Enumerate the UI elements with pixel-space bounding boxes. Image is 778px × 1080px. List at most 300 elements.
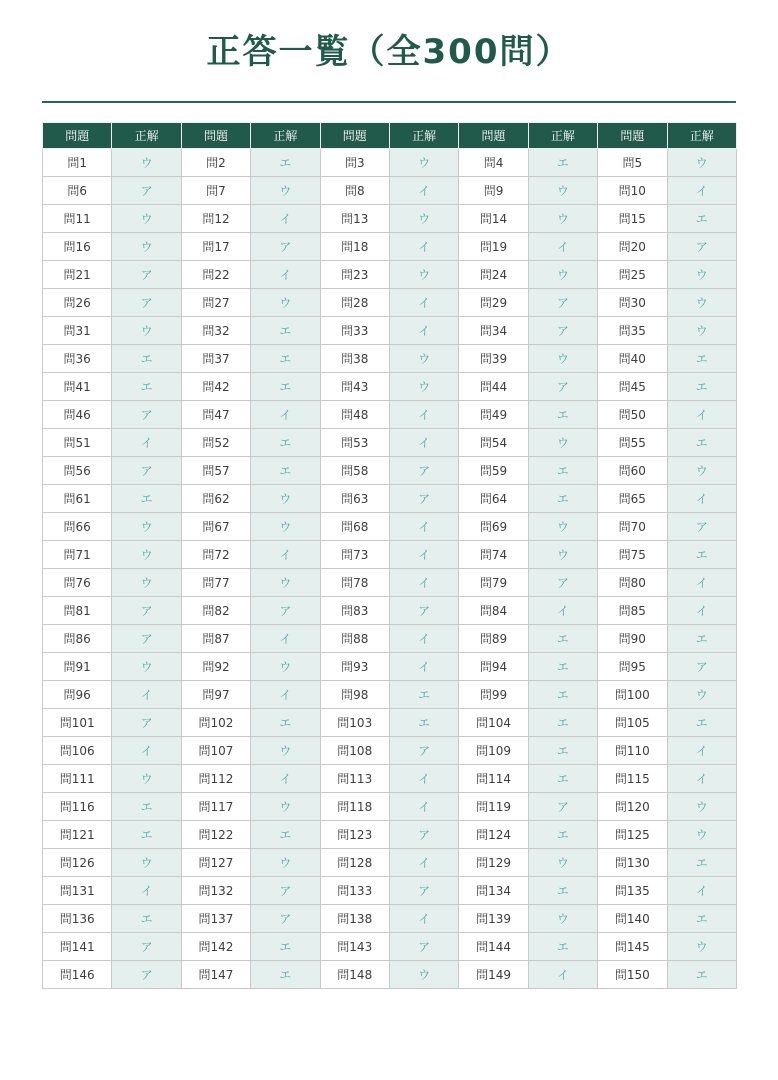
question-cell: 問3 bbox=[320, 149, 389, 177]
question-cell: 問76 bbox=[43, 569, 112, 597]
question-cell: 問93 bbox=[320, 653, 389, 681]
table-row bbox=[43, 541, 737, 569]
question-cell: 問33 bbox=[320, 317, 389, 345]
question-cell: 問115 bbox=[598, 765, 667, 793]
column-header-answer: 正解 bbox=[389, 123, 458, 149]
answer-cell: イ bbox=[251, 541, 320, 569]
question-cell: 問97 bbox=[181, 681, 250, 709]
question-cell: 問52 bbox=[181, 429, 250, 457]
answer-cell: ウ bbox=[667, 261, 736, 289]
answer-cell: エ bbox=[528, 457, 597, 485]
question-cell: 問129 bbox=[459, 849, 528, 877]
table-row bbox=[43, 877, 737, 905]
question-cell: 問144 bbox=[459, 933, 528, 961]
question-cell: 問40 bbox=[598, 345, 667, 373]
answer-cell: イ bbox=[667, 401, 736, 429]
question-cell: 問65 bbox=[598, 485, 667, 513]
question-cell: 問90 bbox=[598, 625, 667, 653]
answer-cell: イ bbox=[389, 793, 458, 821]
answer-cell: ウ bbox=[251, 569, 320, 597]
question-cell: 問48 bbox=[320, 401, 389, 429]
question-cell: 問31 bbox=[43, 317, 112, 345]
answer-cell: ウ bbox=[251, 289, 320, 317]
answer-cell: ア bbox=[389, 597, 458, 625]
question-cell: 問36 bbox=[43, 345, 112, 373]
answer-cell: イ bbox=[667, 485, 736, 513]
answer-cell: エ bbox=[112, 373, 181, 401]
answer-cell: ア bbox=[112, 597, 181, 625]
answer-cell: ウ bbox=[667, 793, 736, 821]
answer-cell: ウ bbox=[251, 793, 320, 821]
question-cell: 問75 bbox=[598, 541, 667, 569]
question-cell: 問8 bbox=[320, 177, 389, 205]
answer-cell: エ bbox=[528, 625, 597, 653]
table-row bbox=[43, 513, 737, 541]
answer-cell: ア bbox=[251, 597, 320, 625]
question-cell: 問119 bbox=[459, 793, 528, 821]
question-cell: 問16 bbox=[43, 233, 112, 261]
question-cell: 問142 bbox=[181, 933, 250, 961]
answer-cell: ウ bbox=[251, 653, 320, 681]
table-row bbox=[43, 485, 737, 513]
question-cell: 問112 bbox=[181, 765, 250, 793]
table-row bbox=[43, 821, 737, 849]
question-cell: 問116 bbox=[43, 793, 112, 821]
answer-cell: エ bbox=[667, 429, 736, 457]
answer-cell: ア bbox=[667, 513, 736, 541]
answer-cell: ウ bbox=[528, 905, 597, 933]
answer-cell: エ bbox=[528, 149, 597, 177]
column-header-question: 問題 bbox=[459, 123, 528, 149]
question-cell: 問91 bbox=[43, 653, 112, 681]
answer-cell: ウ bbox=[667, 821, 736, 849]
answer-cell: ウ bbox=[251, 513, 320, 541]
answer-cell: ア bbox=[112, 457, 181, 485]
question-cell: 問30 bbox=[598, 289, 667, 317]
question-cell: 問78 bbox=[320, 569, 389, 597]
question-cell: 問92 bbox=[181, 653, 250, 681]
question-cell: 問111 bbox=[43, 765, 112, 793]
question-cell: 問28 bbox=[320, 289, 389, 317]
question-cell: 問22 bbox=[181, 261, 250, 289]
answer-cell: イ bbox=[528, 597, 597, 625]
answer-cell: ア bbox=[528, 373, 597, 401]
answer-cell: イ bbox=[389, 177, 458, 205]
answer-cell: エ bbox=[528, 877, 597, 905]
answer-cell: エ bbox=[251, 709, 320, 737]
question-cell: 問87 bbox=[181, 625, 250, 653]
table-row bbox=[43, 373, 737, 401]
answer-cell: ウ bbox=[251, 737, 320, 765]
answer-cell: エ bbox=[667, 541, 736, 569]
answer-cell: ウ bbox=[528, 205, 597, 233]
answer-cell: イ bbox=[667, 877, 736, 905]
answer-cell: ウ bbox=[112, 233, 181, 261]
answer-cell: ア bbox=[389, 485, 458, 513]
answer-cell: イ bbox=[389, 317, 458, 345]
question-cell: 問11 bbox=[43, 205, 112, 233]
question-cell: 問71 bbox=[43, 541, 112, 569]
answer-cell: イ bbox=[112, 429, 181, 457]
answer-cell: エ bbox=[528, 933, 597, 961]
answer-cell: ア bbox=[251, 905, 320, 933]
answer-cell: イ bbox=[389, 401, 458, 429]
question-cell: 問32 bbox=[181, 317, 250, 345]
column-header-question: 問題 bbox=[43, 123, 112, 149]
question-cell: 問126 bbox=[43, 849, 112, 877]
question-cell: 問150 bbox=[598, 961, 667, 989]
answer-cell: ウ bbox=[389, 345, 458, 373]
question-cell: 問118 bbox=[320, 793, 389, 821]
answer-cell: エ bbox=[251, 373, 320, 401]
answer-cell: ア bbox=[389, 821, 458, 849]
question-cell: 問49 bbox=[459, 401, 528, 429]
question-cell: 問26 bbox=[43, 289, 112, 317]
question-cell: 問7 bbox=[181, 177, 250, 205]
answer-cell: イ bbox=[389, 429, 458, 457]
table-row bbox=[43, 401, 737, 429]
answer-cell: ウ bbox=[389, 261, 458, 289]
table-row bbox=[43, 709, 737, 737]
answer-cell: エ bbox=[667, 345, 736, 373]
question-cell: 問98 bbox=[320, 681, 389, 709]
question-cell: 問117 bbox=[181, 793, 250, 821]
answer-cell: エ bbox=[528, 737, 597, 765]
answer-cell: イ bbox=[251, 401, 320, 429]
answer-cell: エ bbox=[251, 961, 320, 989]
column-header-question: 問題 bbox=[320, 123, 389, 149]
question-cell: 問10 bbox=[598, 177, 667, 205]
table-row bbox=[43, 681, 737, 709]
answer-cell: イ bbox=[389, 289, 458, 317]
question-cell: 問133 bbox=[320, 877, 389, 905]
question-cell: 問95 bbox=[598, 653, 667, 681]
question-cell: 問72 bbox=[181, 541, 250, 569]
question-cell: 問103 bbox=[320, 709, 389, 737]
answer-cell: ウ bbox=[389, 961, 458, 989]
answer-cell: エ bbox=[389, 709, 458, 737]
question-cell: 問64 bbox=[459, 485, 528, 513]
answer-cell: ア bbox=[112, 289, 181, 317]
answer-cell: エ bbox=[251, 317, 320, 345]
question-cell: 問85 bbox=[598, 597, 667, 625]
question-cell: 問99 bbox=[459, 681, 528, 709]
answer-cell: イ bbox=[389, 541, 458, 569]
question-cell: 問94 bbox=[459, 653, 528, 681]
question-cell: 問138 bbox=[320, 905, 389, 933]
answer-cell: ア bbox=[251, 233, 320, 261]
question-cell: 問6 bbox=[43, 177, 112, 205]
answer-cell: エ bbox=[251, 345, 320, 373]
question-cell: 問100 bbox=[598, 681, 667, 709]
answer-cell: ア bbox=[528, 793, 597, 821]
answer-cell: ウ bbox=[112, 849, 181, 877]
question-cell: 問89 bbox=[459, 625, 528, 653]
answer-cell: イ bbox=[667, 737, 736, 765]
question-cell: 問80 bbox=[598, 569, 667, 597]
table-row bbox=[43, 737, 737, 765]
question-cell: 問143 bbox=[320, 933, 389, 961]
answer-cell: エ bbox=[251, 457, 320, 485]
question-cell: 問42 bbox=[181, 373, 250, 401]
table-row bbox=[43, 933, 737, 961]
answer-cell: エ bbox=[528, 485, 597, 513]
answer-cell: エ bbox=[667, 905, 736, 933]
question-cell: 問12 bbox=[181, 205, 250, 233]
question-cell: 問15 bbox=[598, 205, 667, 233]
column-header-answer: 正解 bbox=[251, 123, 320, 149]
question-cell: 問18 bbox=[320, 233, 389, 261]
question-cell: 問68 bbox=[320, 513, 389, 541]
question-cell: 問25 bbox=[598, 261, 667, 289]
question-cell: 問105 bbox=[598, 709, 667, 737]
question-cell: 問69 bbox=[459, 513, 528, 541]
answer-cell: ウ bbox=[389, 149, 458, 177]
question-cell: 問24 bbox=[459, 261, 528, 289]
question-cell: 問63 bbox=[320, 485, 389, 513]
answer-cell: エ bbox=[251, 821, 320, 849]
question-cell: 問149 bbox=[459, 961, 528, 989]
question-cell: 問67 bbox=[181, 513, 250, 541]
table-row bbox=[43, 625, 737, 653]
question-cell: 問47 bbox=[181, 401, 250, 429]
answer-cell: エ bbox=[667, 961, 736, 989]
question-cell: 問82 bbox=[181, 597, 250, 625]
answer-cell: ア bbox=[528, 289, 597, 317]
question-cell: 問148 bbox=[320, 961, 389, 989]
question-cell: 問53 bbox=[320, 429, 389, 457]
question-cell: 問123 bbox=[320, 821, 389, 849]
answer-cell: ウ bbox=[667, 289, 736, 317]
table-row bbox=[43, 345, 737, 373]
answer-cell: ウ bbox=[251, 485, 320, 513]
question-cell: 問62 bbox=[181, 485, 250, 513]
answer-cell: ア bbox=[528, 569, 597, 597]
answer-cell: イ bbox=[389, 233, 458, 261]
table-row bbox=[43, 429, 737, 457]
question-cell: 問145 bbox=[598, 933, 667, 961]
question-cell: 問37 bbox=[181, 345, 250, 373]
answer-cell: イ bbox=[112, 737, 181, 765]
answer-cell: ウ bbox=[667, 317, 736, 345]
question-cell: 問50 bbox=[598, 401, 667, 429]
question-cell: 問51 bbox=[43, 429, 112, 457]
answer-cell: イ bbox=[667, 177, 736, 205]
question-cell: 問34 bbox=[459, 317, 528, 345]
answer-cell: ウ bbox=[667, 149, 736, 177]
answer-cell: イ bbox=[528, 233, 597, 261]
question-cell: 問13 bbox=[320, 205, 389, 233]
answer-cell: ウ bbox=[112, 569, 181, 597]
column-header-answer: 正解 bbox=[667, 123, 736, 149]
answer-cell: ウ bbox=[112, 149, 181, 177]
question-cell: 問147 bbox=[181, 961, 250, 989]
question-cell: 問77 bbox=[181, 569, 250, 597]
answer-cell: ウ bbox=[528, 345, 597, 373]
answer-cell: ウ bbox=[528, 261, 597, 289]
answer-cell: イ bbox=[667, 765, 736, 793]
question-cell: 問86 bbox=[43, 625, 112, 653]
answer-cell: ウ bbox=[112, 317, 181, 345]
question-cell: 問137 bbox=[181, 905, 250, 933]
question-cell: 問127 bbox=[181, 849, 250, 877]
question-cell: 問38 bbox=[320, 345, 389, 373]
question-cell: 問107 bbox=[181, 737, 250, 765]
answer-cell: イ bbox=[389, 765, 458, 793]
title-divider bbox=[42, 101, 736, 103]
answer-cell: ウ bbox=[667, 457, 736, 485]
question-cell: 問141 bbox=[43, 933, 112, 961]
question-cell: 問104 bbox=[459, 709, 528, 737]
answer-cell: イ bbox=[667, 597, 736, 625]
answer-cell: ウ bbox=[112, 653, 181, 681]
question-cell: 問17 bbox=[181, 233, 250, 261]
answer-cell: ア bbox=[667, 653, 736, 681]
table-row bbox=[43, 905, 737, 933]
question-cell: 問57 bbox=[181, 457, 250, 485]
question-cell: 問45 bbox=[598, 373, 667, 401]
question-cell: 問27 bbox=[181, 289, 250, 317]
answer-cell: エ bbox=[528, 821, 597, 849]
answer-cell: ア bbox=[389, 877, 458, 905]
answer-cell: イ bbox=[667, 569, 736, 597]
answer-cell: ア bbox=[112, 709, 181, 737]
answer-cell: イ bbox=[251, 681, 320, 709]
answer-cell: ア bbox=[112, 625, 181, 653]
column-header-question: 問題 bbox=[181, 123, 250, 149]
answer-cell: エ bbox=[528, 401, 597, 429]
answer-cell: イ bbox=[251, 765, 320, 793]
answer-cell: エ bbox=[112, 905, 181, 933]
answers-table-body bbox=[43, 149, 737, 989]
answer-cell: エ bbox=[251, 933, 320, 961]
question-cell: 問122 bbox=[181, 821, 250, 849]
answer-cell: ウ bbox=[528, 429, 597, 457]
answer-cell: ウ bbox=[112, 765, 181, 793]
answer-cell: イ bbox=[251, 261, 320, 289]
question-cell: 問113 bbox=[320, 765, 389, 793]
question-cell: 問140 bbox=[598, 905, 667, 933]
answer-cell: イ bbox=[389, 513, 458, 541]
table-row bbox=[43, 289, 737, 317]
table-row bbox=[43, 317, 737, 345]
question-cell: 問58 bbox=[320, 457, 389, 485]
answer-cell: ア bbox=[112, 261, 181, 289]
question-cell: 問132 bbox=[181, 877, 250, 905]
question-cell: 問41 bbox=[43, 373, 112, 401]
page-title: 正答一覧（全300問） bbox=[206, 32, 572, 72]
question-cell: 問2 bbox=[181, 149, 250, 177]
answer-cell: ウ bbox=[667, 681, 736, 709]
answer-cell: イ bbox=[389, 653, 458, 681]
question-cell: 問124 bbox=[459, 821, 528, 849]
question-cell: 問96 bbox=[43, 681, 112, 709]
answer-cell: イ bbox=[112, 877, 181, 905]
header-row bbox=[43, 123, 737, 149]
answer-cell: エ bbox=[112, 793, 181, 821]
question-cell: 問5 bbox=[598, 149, 667, 177]
table-row bbox=[43, 149, 737, 177]
question-cell: 問54 bbox=[459, 429, 528, 457]
answer-cell: イ bbox=[251, 625, 320, 653]
answer-cell: ウ bbox=[251, 177, 320, 205]
table-row bbox=[43, 569, 737, 597]
answers-table-head bbox=[43, 123, 737, 149]
answer-cell: エ bbox=[251, 429, 320, 457]
question-cell: 問134 bbox=[459, 877, 528, 905]
column-header-question: 問題 bbox=[598, 123, 667, 149]
question-cell: 問1 bbox=[43, 149, 112, 177]
question-cell: 問146 bbox=[43, 961, 112, 989]
answer-cell: イ bbox=[389, 569, 458, 597]
answer-cell: イ bbox=[112, 681, 181, 709]
answer-cell: ウ bbox=[112, 205, 181, 233]
question-cell: 問109 bbox=[459, 737, 528, 765]
answer-cell: エ bbox=[667, 849, 736, 877]
answer-cell: ウ bbox=[251, 849, 320, 877]
question-cell: 問139 bbox=[459, 905, 528, 933]
table-row bbox=[43, 597, 737, 625]
answer-cell: ウ bbox=[528, 513, 597, 541]
answer-cell: ウ bbox=[112, 541, 181, 569]
table-row bbox=[43, 457, 737, 485]
question-cell: 問23 bbox=[320, 261, 389, 289]
question-cell: 問61 bbox=[43, 485, 112, 513]
question-cell: 問84 bbox=[459, 597, 528, 625]
question-cell: 問135 bbox=[598, 877, 667, 905]
table-row bbox=[43, 961, 737, 989]
answer-cell: エ bbox=[667, 709, 736, 737]
question-cell: 問4 bbox=[459, 149, 528, 177]
question-cell: 問46 bbox=[43, 401, 112, 429]
answer-cell: エ bbox=[112, 485, 181, 513]
question-cell: 問59 bbox=[459, 457, 528, 485]
answer-cell: ウ bbox=[528, 541, 597, 569]
answer-cell: ア bbox=[389, 737, 458, 765]
table-row bbox=[43, 849, 737, 877]
question-cell: 問108 bbox=[320, 737, 389, 765]
question-cell: 問21 bbox=[43, 261, 112, 289]
answer-cell: ア bbox=[389, 457, 458, 485]
question-cell: 問70 bbox=[598, 513, 667, 541]
question-cell: 問121 bbox=[43, 821, 112, 849]
question-cell: 問66 bbox=[43, 513, 112, 541]
question-cell: 問79 bbox=[459, 569, 528, 597]
answer-cell: ア bbox=[528, 317, 597, 345]
question-cell: 問131 bbox=[43, 877, 112, 905]
question-cell: 問55 bbox=[598, 429, 667, 457]
question-cell: 問136 bbox=[43, 905, 112, 933]
question-cell: 問88 bbox=[320, 625, 389, 653]
question-cell: 問56 bbox=[43, 457, 112, 485]
answer-cell: ア bbox=[667, 233, 736, 261]
answer-cell: ウ bbox=[528, 177, 597, 205]
table-row bbox=[43, 765, 737, 793]
table-row bbox=[43, 261, 737, 289]
answer-cell: エ bbox=[528, 709, 597, 737]
answer-cell: ウ bbox=[667, 933, 736, 961]
answer-cell: ア bbox=[112, 177, 181, 205]
answer-cell: イ bbox=[528, 961, 597, 989]
column-header-answer: 正解 bbox=[528, 123, 597, 149]
question-cell: 問128 bbox=[320, 849, 389, 877]
answer-cell: イ bbox=[389, 849, 458, 877]
answer-cell: ウ bbox=[112, 513, 181, 541]
answer-cell: エ bbox=[667, 205, 736, 233]
answer-cell: ウ bbox=[528, 849, 597, 877]
answer-cell: イ bbox=[389, 905, 458, 933]
question-cell: 問81 bbox=[43, 597, 112, 625]
